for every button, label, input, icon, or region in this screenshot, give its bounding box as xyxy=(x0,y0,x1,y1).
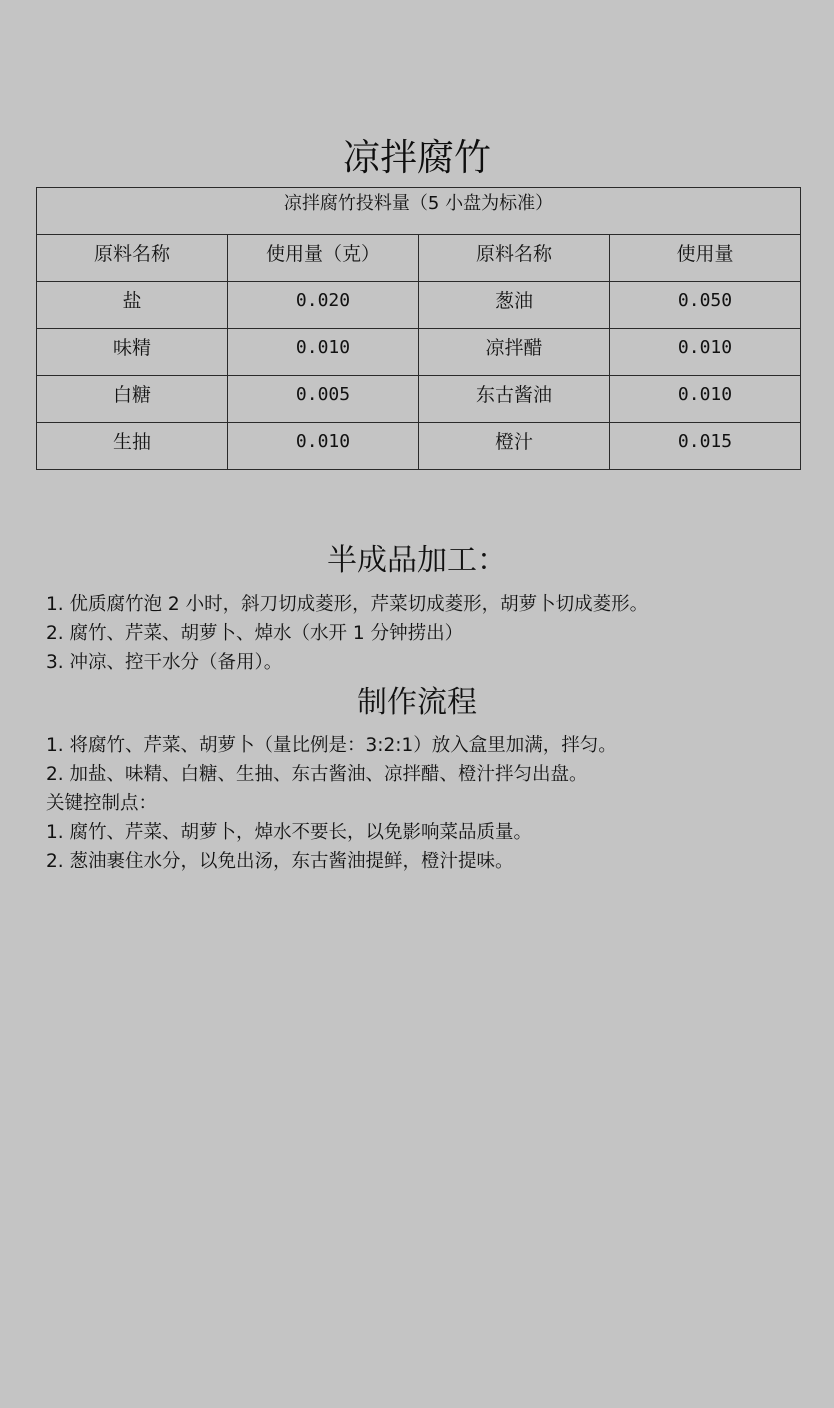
ingredient-name: 凉拌醋 xyxy=(419,329,610,376)
ingredient-amount: 0.010 xyxy=(228,329,419,376)
ingredient-name: 生抽 xyxy=(37,423,228,470)
list-item: 1. 优质腐竹泡 2 小时，斜刀切成菱形，芹菜切成菱形，胡萝卜切成菱形。 xyxy=(46,594,649,615)
ingredient-amount: 0.050 xyxy=(610,282,801,329)
column-header: 使用量 xyxy=(610,235,801,282)
ingredient-name: 盐 xyxy=(37,282,228,329)
list-item: 2. 葱油裹住水分，以免出汤，东古酱油提鲜，橙汁提味。 xyxy=(46,851,514,872)
list-item: 1. 腐竹、芹菜、胡萝卜，焯水不要长，以免影响菜品质量。 xyxy=(46,822,533,843)
table-caption: 凉拌腐竹投料量（5 小盘为标准） xyxy=(37,188,801,235)
ingredient-amount: 0.015 xyxy=(610,423,801,470)
ingredient-amount: 0.010 xyxy=(610,329,801,376)
ingredient-name: 味精 xyxy=(37,329,228,376)
column-header: 使用量（克） xyxy=(228,235,419,282)
list-item: 1. 将腐竹、芹菜、胡萝卜（量比例是：3:2:1）放入盒里加满，拌匀。 xyxy=(46,735,617,756)
ingredient-amount: 0.010 xyxy=(610,376,801,423)
list-item: 2. 腐竹、芹菜、胡萝卜、焯水（水开 1 分钟捞出） xyxy=(46,623,464,644)
ingredient-table xyxy=(36,187,801,470)
process-heading: 制作流程 xyxy=(357,685,477,720)
table-row xyxy=(37,282,801,329)
ingredient-name: 白糖 xyxy=(37,376,228,423)
table-row xyxy=(37,423,801,470)
column-header: 原料名称 xyxy=(37,235,228,282)
table-row xyxy=(37,376,801,423)
semi-finished-heading: 半成品加工： xyxy=(327,543,507,578)
semi-finished-steps xyxy=(46,590,816,677)
ingredient-name: 东古酱油 xyxy=(419,376,610,423)
key-points-label: 关键控制点： xyxy=(46,793,158,814)
ingredient-amount: 0.020 xyxy=(228,282,419,329)
list-item: 3. 冲凉、控干水分（备用）。 xyxy=(46,652,283,673)
table-header-row xyxy=(37,235,801,282)
ingredient-amount: 0.010 xyxy=(228,423,419,470)
table-caption-row xyxy=(37,188,801,235)
ingredient-name: 葱油 xyxy=(419,282,610,329)
list-item: 2. 加盐、味精、白糖、生抽、东古酱油、凉拌醋、橙汁拌匀出盘。 xyxy=(46,764,588,785)
page-title: 凉拌腐竹 xyxy=(343,136,491,179)
table-row xyxy=(37,329,801,376)
ingredient-amount: 0.005 xyxy=(228,376,419,423)
process-steps xyxy=(46,731,816,876)
ingredient-name: 橙汁 xyxy=(419,423,610,470)
column-header: 原料名称 xyxy=(419,235,610,282)
